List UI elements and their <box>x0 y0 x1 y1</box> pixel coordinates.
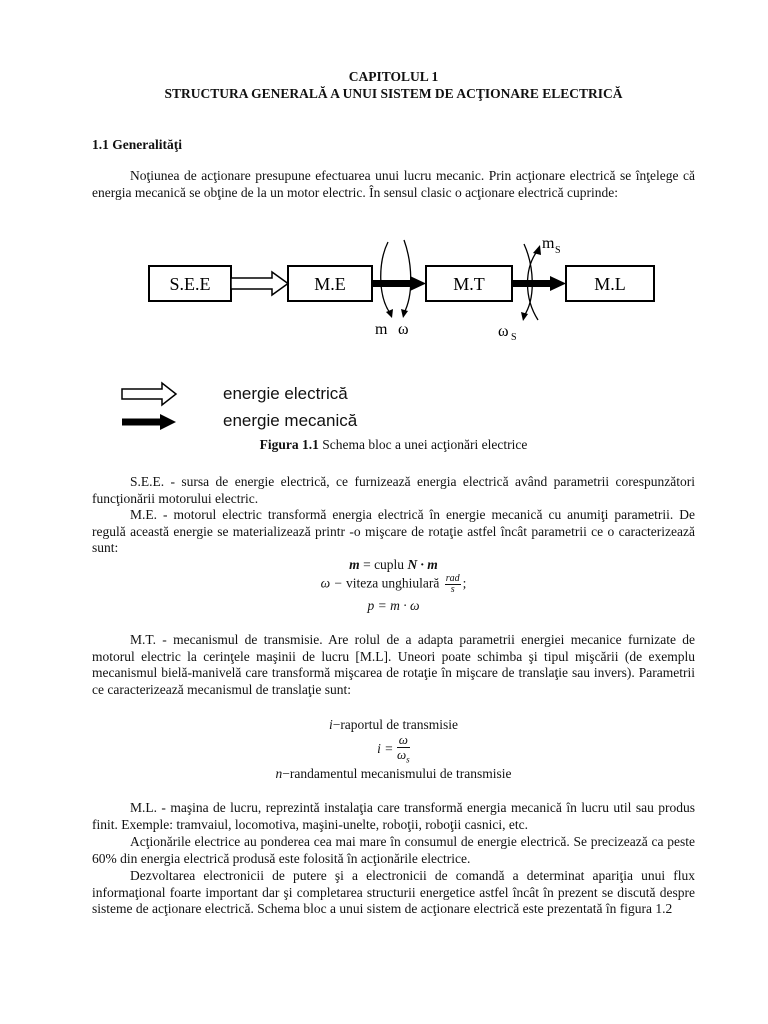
actionari-paragraph: Acţionările electrice au ponderea cea mai mare în consumul de energie electrică. Se precizează ca peste 60% din energia electrică produsă este folosită în acţionările electrice. <box>92 834 695 866</box>
label-m: m <box>375 321 388 338</box>
eq-speed-tail: ; <box>462 575 467 591</box>
block-ml-label: M.L <box>594 274 626 294</box>
label-omega: ω <box>398 321 409 338</box>
torque-arc-m <box>381 242 390 313</box>
eq-eff-sym: n <box>275 766 283 781</box>
eq-torque-word: cuplu <box>374 557 405 572</box>
chapter-number: CAPITOLUL 1 <box>348 69 439 84</box>
mt-paragraph: M.T. - mecanismul de transmisie. Are rolul de a adapta parametrii energiei mecanice furnizate de motorul electric la cerinţele maşinii de lucru [M.L]. Uneori poate schimba şi tipul mişcării (de exemplu mecanismul bielă-manivelă care transformă mişcarea de rotaţie în mişcare de translaţie sau invers). Parametrii ce caracterizează mecanismul de translaţie sunt: <box>92 632 695 697</box>
mechanical-arrow-2-head <box>550 276 566 291</box>
eq-eff-text: −randamentul mecanismului de transmisie <box>282 766 512 781</box>
eq-ratio-lhs: i = <box>377 740 394 756</box>
ml-paragraph: M.L. - maşina de lucru, reprezintă instalaţia care transformă energia mecanică în lucru util sau produs finit. Exemple: tramvaiul, locomotiva, maşini-unelte, roboţii, roboţii casnici, etc. <box>92 800 695 832</box>
development-paragraph: Dezvoltarea electronicii de putere şi a electronicii de comandă a determinat apariţia unui flux informaţional foarte important dar şi completarea structurii energetice astfel încât în prezent se discută despre sisteme de acţionare electrică. Schema bloc a unui sistem de acţionare electrică este prezentată în figura 1.2 <box>92 868 695 916</box>
me-paragraph: M.E. - motorul electric transformă energia electrică în energie mecanică cu anumiţi parametrii. De regulă această energie se materializează printr -o mişcare de rotaţie astfel încât parametrii ce o caracterizează sunt: <box>92 507 695 555</box>
equation-speed <box>92 574 695 595</box>
figure-caption <box>92 437 695 453</box>
legend-electric-arrow <box>122 383 176 405</box>
speed-arc-omega-head <box>401 309 408 318</box>
equation-ratio <box>92 733 695 767</box>
label-ms-sub: S <box>555 245 561 256</box>
eq-ratio-num: ω <box>398 732 408 747</box>
equation-ratio-desc <box>92 717 695 733</box>
eq-ratio-sym: i <box>328 717 333 732</box>
eq-speed-word: viteza unghiulară <box>346 575 440 591</box>
eq-speed-den: s <box>450 584 455 595</box>
eq-ratio-text: −raportul de transmisie <box>332 717 459 732</box>
chapter-title: STRUCTURA GENERALĂ A UNUI SISTEM DE ACŢIONARE ELECTRICĂ <box>164 86 623 101</box>
eq-torque-unit: N · m <box>407 557 438 572</box>
legend-mechanical-arrow-head <box>160 414 176 430</box>
figure-caption-text: Schema bloc a unei acţionări electrice <box>322 437 528 452</box>
eq-ratio-den <box>397 748 410 767</box>
eq-ratio-den-main: ω <box>396 747 407 762</box>
eq-ratio-den-sub: s <box>406 754 410 765</box>
block-diagram <box>92 0 695 440</box>
intro-paragraph: Noţiunea de acţionare presupune efectuarea unui lucru mecanic. Prin acţionare electrică se înţelege că energia mecanică se obţine de la un motor electric. În sensul clasic o acţionare electrică cuprinde: <box>92 168 695 200</box>
label-omegas: ω <box>498 323 509 340</box>
mechanical-arrow-1-head <box>410 276 426 291</box>
legend-mechanical-label: energie mecanică <box>223 411 358 430</box>
figure-label: Figura 1.1 <box>259 437 319 452</box>
torque-arc-m-head <box>386 309 393 318</box>
block-me-label: M.E <box>314 274 346 294</box>
eq-torque-eq: = <box>363 557 375 572</box>
equation-torque <box>92 557 695 573</box>
eq-speed-num: rad <box>445 573 460 584</box>
eq-ratio-fraction <box>397 733 410 767</box>
eq-speed-fraction <box>445 574 461 595</box>
electric-energy-arrow <box>231 272 288 295</box>
block-see-label: S.E.E <box>169 274 211 294</box>
equation-power: p = m · ω <box>367 598 420 613</box>
label-omegas-sub: S <box>511 332 517 343</box>
see-paragraph: S.E.E. - sursa de energie electrică, ce furnizează energia electrică având parametrii corespunzători funcţionării motorului electric. <box>92 474 695 506</box>
label-ms: m <box>542 235 555 252</box>
torque-arc-ms-head <box>533 245 541 255</box>
block-mt-label: M.T <box>453 274 485 294</box>
eq-speed-lhs: ω − <box>320 575 343 591</box>
speed-arc-omega <box>404 240 411 313</box>
equation-efficiency-desc <box>92 766 695 782</box>
speed-arc-omegas-head <box>521 312 528 321</box>
section-heading: 1.1 Generalităţi <box>92 137 182 152</box>
eq-torque-lhs: m <box>349 557 360 572</box>
legend-electric-label: energie electrică <box>223 384 348 403</box>
